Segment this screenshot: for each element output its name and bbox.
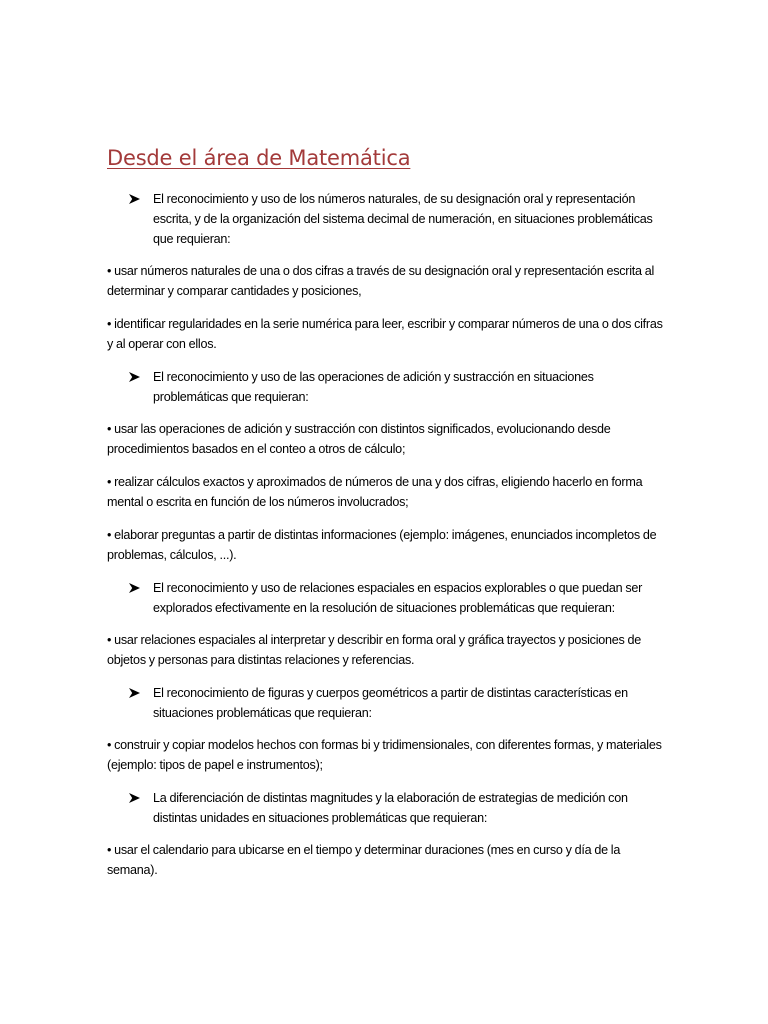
arrowhead-bullet-icon bbox=[129, 367, 143, 387]
bullet-paragraph-text: • usar el calendario para ubicarse en el tiempo y determinar duraciones (mes en curso y día de la semana). bbox=[107, 843, 621, 877]
bullet-paragraph-text: • usar las operaciones de adición y sustracción con distintos significados, evolucionando desde procedimientos basados en el conteo a otros de cálculo; bbox=[107, 422, 611, 456]
bullet-paragraph bbox=[107, 525, 667, 565]
bullet-paragraph bbox=[107, 419, 667, 459]
arrowhead-bullet-icon bbox=[129, 683, 143, 703]
bullet-paragraph-text: • identificar regularidades en la serie numérica para leer, escribir y comparar números de una o dos cifras y al operar con ellos. bbox=[107, 317, 663, 351]
section-item bbox=[107, 683, 667, 723]
section-item-text: La diferenciación de distintas magnitudes y la elaboración de estrategias de medición con distintas unidades en situaciones problemáticas que requieran: bbox=[153, 791, 628, 825]
page-title: Desde el área de Matemática bbox=[107, 146, 411, 170]
arrowhead-bullet-icon bbox=[129, 788, 143, 808]
bullet-paragraph bbox=[107, 314, 667, 354]
section-item-text: El reconocimiento de figuras y cuerpos geométricos a partir de distintas características en situaciones problemáticas que requieran: bbox=[153, 686, 628, 720]
bullet-paragraph bbox=[107, 261, 667, 301]
bullet-paragraph-text: • usar relaciones espaciales al interpretar y describir en forma oral y gráfica trayectos y posiciones de objetos y personas para distintas relaciones y referencias. bbox=[107, 633, 642, 667]
section-item bbox=[107, 189, 667, 249]
document-body bbox=[107, 189, 667, 893]
arrowhead-bullet-icon bbox=[129, 189, 143, 209]
arrowhead-bullet-icon bbox=[129, 578, 143, 598]
bullet-paragraph-text: • realizar cálculos exactos y aproximados de números de una y dos cifras, eligiendo hacerlo en forma mental o escrita en función de los números involucrados; bbox=[107, 475, 643, 509]
section-item bbox=[107, 367, 667, 407]
section-item-text: El reconocimiento y uso de los números naturales, de su designación oral y representación escrita, y de la organización del sistema decimal de numeración, en situaciones problemáticas que requieran: bbox=[153, 192, 653, 246]
bullet-paragraph bbox=[107, 472, 667, 512]
section-item bbox=[107, 788, 667, 828]
section-item-text: El reconocimiento y uso de las operaciones de adición y sustracción en situaciones problemáticas que requieran: bbox=[153, 370, 594, 404]
bullet-paragraph-text: • usar números naturales de una o dos cifras a través de su designación oral y representación escrita al determinar y comparar cantidades y posiciones, bbox=[107, 264, 655, 298]
bullet-paragraph bbox=[107, 840, 667, 880]
bullet-paragraph bbox=[107, 735, 667, 775]
bullet-paragraph-text: • elaborar preguntas a partir de distintas informaciones (ejemplo: imágenes, enunciados incompletos de problemas, cálculos, ...). bbox=[107, 528, 657, 562]
bullet-paragraph-text: • construir y copiar modelos hechos con formas bi y tridimensionales, con diferentes formas, y materiales (ejemplo: tipos de papel e instrumentos); bbox=[107, 738, 662, 772]
bullet-paragraph bbox=[107, 630, 667, 670]
section-item bbox=[107, 578, 667, 618]
section-item-text: El reconocimiento y uso de relaciones espaciales en espacios explorables o que puedan ser explorados efectivamente en la resolución de situaciones problemáticas que requieran: bbox=[153, 581, 643, 615]
